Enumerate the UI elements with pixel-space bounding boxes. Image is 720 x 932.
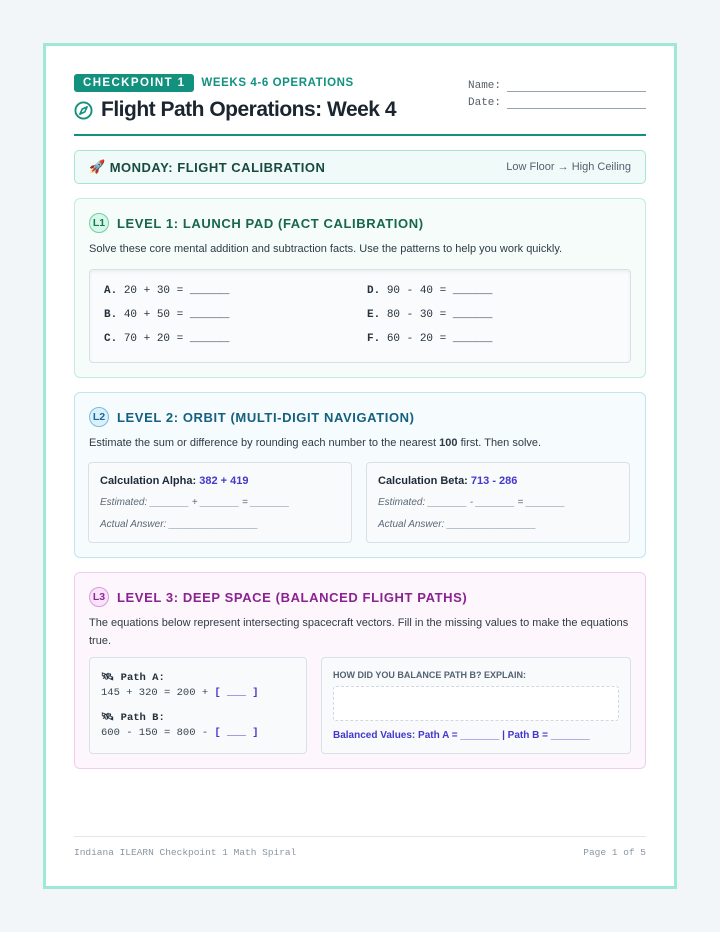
fact-item[interactable]: E. 80 - 30 = ______: [367, 309, 493, 321]
name-label: Name:: [468, 80, 502, 92]
name-field[interactable]: [507, 82, 646, 92]
page-number: Page 1 of 5: [583, 847, 646, 858]
day-title: [89, 159, 325, 175]
level-1-title: LEVEL 1: LAUNCH PAD (FACT CALIBRATION): [117, 215, 424, 231]
difficulty-tag: Low Floor → High Ceiling: [506, 161, 631, 173]
level-2-title: LEVEL 2: ORBIT (MULTI-DIGIT NAVIGATION): [117, 409, 415, 425]
satellite-icon: 🛰: [101, 672, 115, 684]
fact-item[interactable]: F. 60 - 20 = ______: [367, 333, 493, 345]
day-banner: [74, 150, 646, 184]
level-3-title: LEVEL 3: DEEP SPACE (BALANCED FLIGHT PATHS): [117, 589, 468, 605]
footer-source: Indiana ILEARN Checkpoint 1 Math Spiral: [74, 847, 297, 858]
level-3-instructions: The equations below represent intersecting spacecraft vectors. Fill in the missing values to make the equations true.: [89, 617, 629, 647]
fact-item[interactable]: C. 70 + 20 = ______: [104, 333, 230, 345]
path-a-label: 🛰 Path A:: [101, 672, 165, 684]
date-row: [468, 92, 646, 109]
page-title: Flight Path Operations: Week 4: [101, 98, 396, 121]
level-1-chip: L1: [89, 213, 109, 233]
day-title-text: MONDAY: FLIGHT CALIBRATION: [109, 159, 326, 175]
page-content: [74, 46, 646, 886]
weeks-label: WEEKS 4-6 OPERATIONS: [201, 77, 354, 89]
title-row: [74, 98, 396, 122]
level-1-section: [74, 198, 646, 378]
balanced-values-line[interactable]: Balanced Values: Path A = _______ | Path B = _______: [333, 730, 590, 741]
level-3-section: [74, 572, 646, 769]
path-a-equation[interactable]: 145 + 320 = 200 + [ ___ ]: [101, 687, 259, 699]
explain-heading: HOW DID YOU BALANCE PATH B? EXPLAIN:: [333, 670, 526, 680]
actual-answer-line[interactable]: Actual Answer: ________________: [100, 519, 259, 530]
rocket-icon: 🚀: [89, 159, 106, 174]
level-1-instructions: Solve these core mental addition and subtraction facts. Use the patterns to help you work quickly.: [89, 243, 563, 255]
fact-item[interactable]: A. 20 + 30 = ______: [104, 285, 230, 297]
page-footer: [74, 836, 646, 858]
satellite-icon: 🛰: [101, 712, 115, 724]
estimated-line[interactable]: Estimated: _______ - _______ = _______: [378, 497, 566, 508]
date-field[interactable]: [507, 99, 646, 109]
path-b-label: 🛰 Path B:: [101, 712, 165, 724]
explain-panel: [321, 657, 631, 754]
name-date-block: [468, 75, 646, 109]
actual-answer-line[interactable]: Actual Answer: ________________: [378, 519, 537, 530]
level-2-chip: L2: [89, 407, 109, 427]
path-b-equation[interactable]: 600 - 150 = 800 - [ ___ ]: [101, 727, 259, 739]
estimated-line[interactable]: Estimated: _______ + _______ = _______: [100, 497, 290, 508]
badge-row: [74, 74, 354, 92]
facts-panel: [89, 269, 631, 363]
worksheet-page: [43, 43, 677, 889]
level-2-instructions: Estimate the sum or difference by rounding each number to the nearest 100 first. Then solve.: [89, 437, 542, 449]
calculation-beta-heading: Calculation Beta: 713 - 286: [378, 475, 518, 487]
page-header: [74, 74, 646, 136]
compass-icon: [74, 101, 93, 120]
fact-item[interactable]: D. 90 - 40 = ______: [367, 285, 493, 297]
calculation-alpha-heading: Calculation Alpha: 382 + 419: [100, 475, 249, 487]
checkpoint-badge: CHECKPOINT 1: [74, 74, 194, 92]
calculation-beta-card[interactable]: [366, 462, 630, 543]
level-2-header: [89, 407, 415, 427]
level-3-chip: L3: [89, 587, 109, 607]
name-row: [468, 75, 646, 92]
flight-paths-panel: [89, 657, 307, 754]
level-3-header: [89, 587, 467, 607]
explanation-box[interactable]: [333, 686, 619, 721]
date-label: Date:: [468, 97, 502, 109]
fact-item[interactable]: B. 40 + 50 = ______: [104, 309, 230, 321]
calculation-alpha-card[interactable]: [88, 462, 352, 543]
level-1-header: [89, 213, 424, 233]
